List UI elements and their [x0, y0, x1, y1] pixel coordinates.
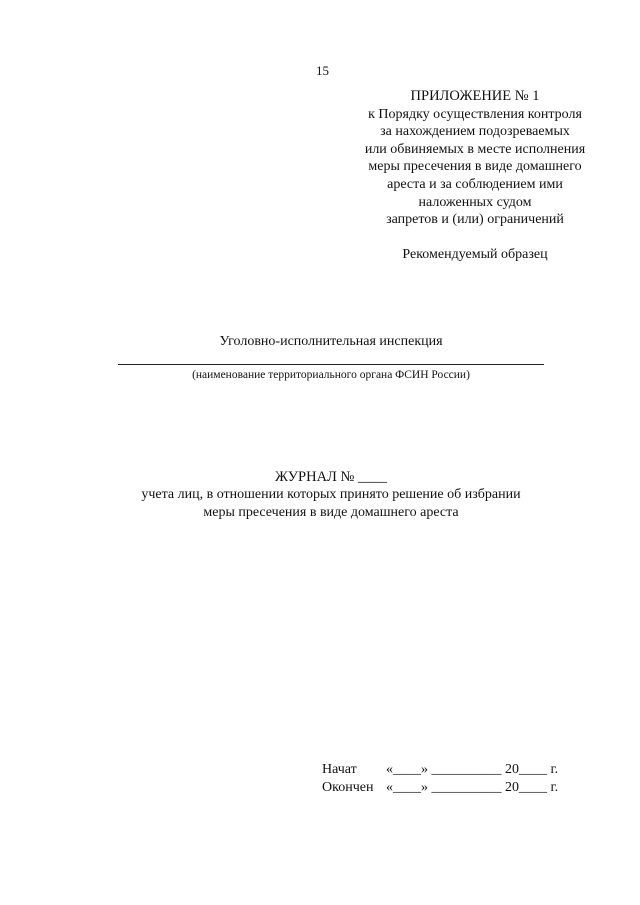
journal-dates: [322, 761, 558, 797]
appendix-block: [340, 88, 610, 229]
page-number: 15: [316, 63, 329, 78]
journal-subtitle: [100, 486, 562, 522]
recommended-sample-note: Рекомендуемый образец: [402, 247, 548, 262]
journal-subtitle-line: меры пресечения в виде домашнего ареста: [203, 505, 459, 520]
date-finished-value: «____» __________ 20____ г.: [386, 780, 559, 795]
appendix-line: за нахождением подозреваемых: [380, 124, 570, 140]
date-finished-label: Окончен: [322, 780, 374, 795]
date-started-row: [322, 761, 558, 779]
org-name-caption: (наименование территориального органа ФСИН России): [192, 369, 470, 381]
date-finished-row: [322, 779, 558, 797]
fill-in-line: [118, 364, 544, 365]
date-started-label: Начат: [322, 762, 357, 777]
appendix-line: запретов и (или) ограничений: [386, 212, 564, 228]
appendix-line: к Порядку осуществления контроля: [368, 106, 582, 122]
appendix-line: ареста и за соблюдением ими: [387, 176, 563, 192]
appendix-title: ПРИЛОЖЕНИЕ № 1: [410, 88, 540, 104]
journal-title: ЖУРНАЛ № ____: [275, 469, 387, 485]
appendix-line: наложенных судом: [418, 194, 532, 210]
appendix-line: или обвиняемых в месте исполнения: [364, 141, 586, 157]
journal-subtitle-line: учета лиц, в отношении которых принято решение об избрании: [141, 487, 521, 502]
inspection-title: Уголовно-исполнительная инспекция: [219, 334, 443, 349]
date-started-value: «____» __________ 20____ г.: [386, 762, 559, 777]
appendix-line: меры пресечения в виде домашнего: [368, 159, 582, 175]
